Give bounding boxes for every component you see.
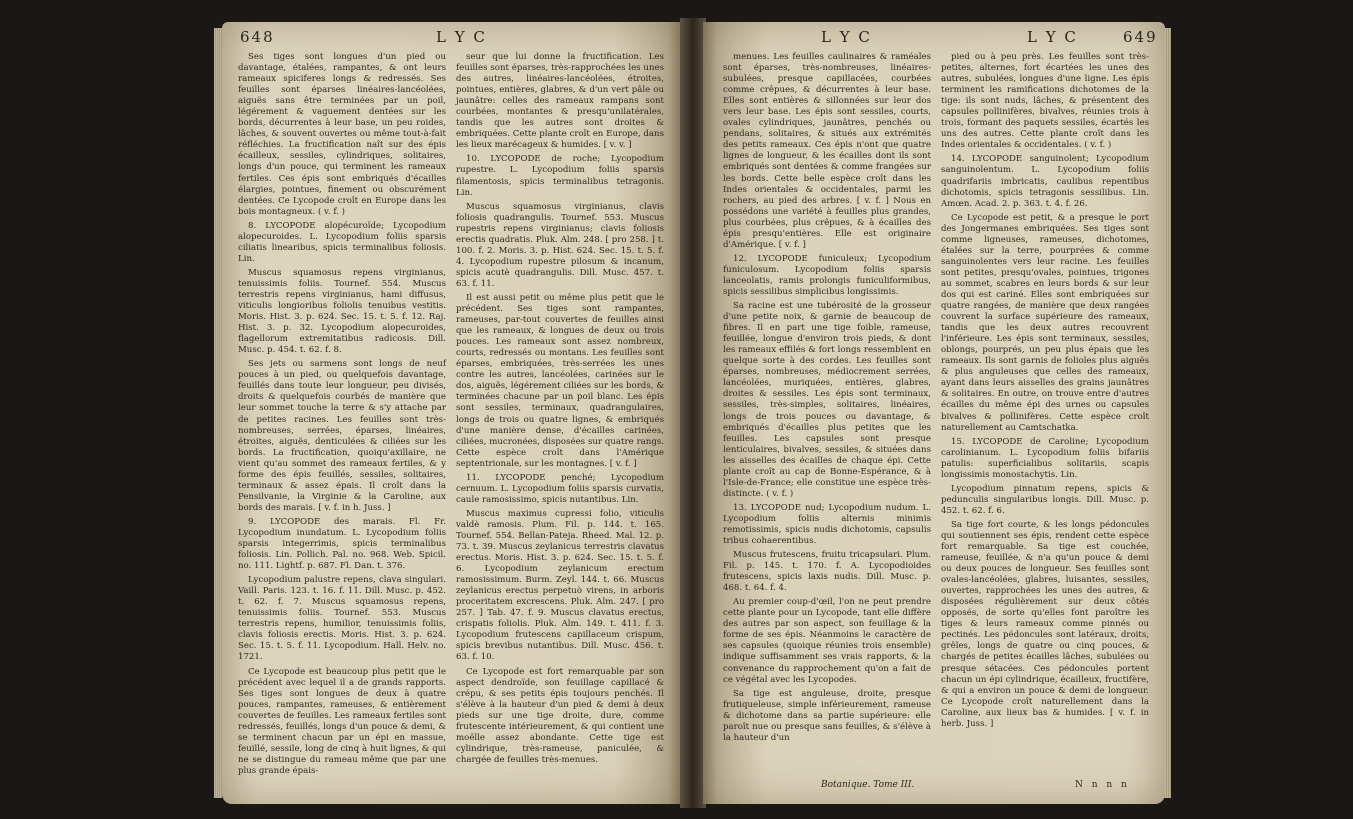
paragraph: 12. LYCOPODE funiculeux; Lycopodium funiculosum. Lycopodium foliis sparsis lanceolatis, ramis prolongis funiculiformibus, spicis sessilibus simplicibus longissimis.	[723, 253, 931, 297]
running-head-right-2: L Y C	[1027, 28, 1078, 46]
page-edge-left	[214, 28, 222, 798]
paragraph: Ses tiges sont longues d'un pied ou davantage, étalées, rampantes, & ont leurs rameaux spiciferes longs & redressés. Ses feuilles sont éparses linéaires-lancéolées, aiguës sans être terminées par un poil, légérement & vaguement dentées sur les bords, décurrentes à leur base, un peu roides, lâches, & souvent ouvertes ou même tout-à-fait réfléchies. La fructification naît sur des épis écailleux, sessiles, cylindriques, solitaires, longs d'un pouce, qui terminent les rameaux fertiles. Ces épis sont embriqués d'écailles élargies, pointues, finement ou obscurément dentées. Ce Lycopode croît en Europe dans les bois montagneux. ( v. f. )	[238, 52, 446, 217]
paragraph: menues. Les feuilles caulinaires & raméales sont éparses, très-nombreuses, linéaires-subulées, presque capillacées, courbées comme crêpues, & décurrentes à leur base. Elles sont entières & sillonnées sur leur dos vers leur base. Les épis sont sessiles, courts, ovales cylindriques, jaunâtres, penchés ou pendans, solitaires, & situés aux extrémités des petits rameaux. Ces épis n'ont que quatre lignes de longueur, & les écailles dont ils sont embriqués sont dentées & comme frangées sur les bords. Cette belle espèce croît dans les Indes orientales & occidentales, parmi les rochers, au pied des arbres. [ v. f. ] Nous en possédons une variété à feuilles plus grandes, plus courbées, plus crêpues, & à écailles des épis presqu'entières. Elle est originaire d'Amérique. [ v. f. ]	[723, 52, 931, 250]
paragraph: 15. LYCOPODE de Caroline; Lycopodium carolinianum. L. Lycopodium foliis bifariis patulis: superficialibus solitariis, scapis longissimis monostachytis. Lin.	[941, 436, 1149, 480]
running-head-left: L Y C	[436, 28, 487, 46]
footer-volume: Botanique. Tome III.	[821, 780, 915, 790]
right-column-1	[723, 52, 931, 747]
paragraph: 9. LYCOPODE des marais. Fl. Fr. Lycopodium inundatum. L. Lycopodium foliis sparsis integerrimis, spicis terminalibus foliosis. Lin. Pollich. Pal. no. 968. Web. Spicil. no. 111. Lightf. p. 687. Fl. Dan. t. 376.	[238, 516, 446, 572]
paragraph: Ce Lycopode est petit, & a presque le port des Jongermanes embriquées. Ses tiges sont comme ligneuses, rameuses, dichotomes, étalées sur la terre, pourprées & comme sanguinolentes vers leur racine. Les feuilles sont petites, presqu'ovales, pointues, trigones au sommet, scabres en leurs bords & sur leur dos qui est cariné. Elles sont embriquées sur quatre rangées, de manière que deux rangées couvrent la surface supérieure des rameaux, tandis que les deux autres recouvrent l'inférieure. Les épis sont terminaux, sessiles, oblongs, pourprés, un peu plus épais que les rameaux. Ils sont garnis de folioles plus aiguës & plus anguleuses que celles des rameaux, ayant dans leurs aisselles des grains jaunâtres & solitaires. En outre, on trouve entre d'autres écailles du même épi des urnes ou capsules bivalves & pollinifères. Cette espèce croît naturellement au Camtschatka.	[941, 212, 1149, 433]
paragraph: 11. LYCOPODE penché; Lycopodium cernuum. L. Lycopodium foliis sparsis curvatis, caule ramosissimo, spicis nutantibus. Lin.	[456, 472, 664, 505]
paragraph: Sa tige est anguleuse, droite, presque frutiqueleuse, simple inférieurement, rameuse & dichotome dans sa partie supérieure: elle paroît nue ou presque sans feuilles, & s'élève à la hauteur d'un	[723, 688, 931, 743]
signature-mark: N n n n	[1075, 780, 1130, 790]
right-column-2	[941, 52, 1149, 733]
paragraph: Sa tige fort courte, & les longs pédoncules qui soutiennent ses épis, rendent cette espèce fort remarquable. Sa tige est couchée, rameuse, feuillée, & n'a qu'un pouce & demi ou deux pouces de longueur. Ses feuilles sont ovales-lancéolées, glabres, luisantes, sessiles, ouvertes, rapprochées les unes des autres, & disposées régulièrement sur deux côtés opposés, de sorte qu'elles font paroître les tiges & leurs rameaux comme pinnés ou pectinés. Les pédoncules sont latéraux, droits, grêles, longs de quatre ou cinq pouces, & chargés de petites écailles lâches, subulées ou presque sétacées. Ces pédoncules portent chacun un épi cylindrique, écailleux, fructifère, & qui a environ un pouce & demi de longueur. Ce Lycopode croît naturellement dans la Caroline, aux lieux bas & humides. [ v. f. in herb. Juss. ]	[941, 519, 1149, 729]
page-number-left: 648	[240, 28, 275, 46]
paragraph: Muscus squamosus repens virginianus, tenuissimis foliis. Tournef. 554. Muscus terrestris repens virginianus, hami diffusus, viticulis longioribus foliolis tenuibus vestitis. Moris. Hist. 3. p. 624. Sec. 15. t. 5. f. 12. Raj. Hist. 3. p. 32. Lycopodium alopecuroides, flagellorum extremitatibus radicosis. Dill. Musc. p. 454. t. 62. f. 8.	[238, 267, 446, 356]
paragraph: Sa racine est une tubérosité de la grosseur d'une petite noix, & garnie de beaucoup de fibres. Il en part une tige foible, rameuse, feuillée, longue d'environ trois pieds, & dont les rameaux effilés & fort longs ressemblent en quelque sorte à des cordes. Les feuilles sont éparses, nombreuses, médiocrement serrées, lancéolées, muriquées, entières, glabres, droites & sessiles. Les épis sont terminaux, sessiles, très-simples, solitaires, linéaires, longs de trois pouces ou davantage, & embriqués d'écailles plus petites que les feuilles. Les capsules sont presque lenticulaires, bivalves, sessiles, & situées dans les aisselles des écailles de chaque épi. Cette plante croît au cap de Bonne-Espérance, & à l'Isle-de-France; elle constitue une espèce très-distincte. ( v. f. )	[723, 301, 931, 499]
paragraph: Ce Lycopode est fort remarquable par son aspect dendroïde, son feuillage capillacé & crépu, & ses petits épis toujours penchés. Il s'élève à la hauteur d'un pied & demi à deux pieds sur une tige droite, dure, comme frutescente intérieurement, & qui contient une moëlle assez abondante. Cette tige est cylindrique, très-rameuse, paniculée, & chargée de feuilles très-menues.	[456, 666, 664, 765]
paragraph: Ce Lycopode est beaucoup plus petit que le précédent avec lequel il a de grands rapports. Ses tiges sont longues de deux à quatre pouces, rampantes, rameuses, & entièrement couvertes de feuilles. Les rameaux fertiles sont redressés, feuillés, longs d'un pouce & demi, & se terminent chacun par un épi en massue, feuillé, sessile, long de cinq à huit lignes, & qui ne se distingue du rameau même que par une plus grande épais-	[238, 666, 446, 776]
right-page	[703, 22, 1165, 804]
page-number-right: 649	[1123, 28, 1158, 46]
left-column-1	[238, 52, 446, 780]
left-page	[222, 22, 682, 804]
paragraph: 8. LYCOPODE alopécuroïde; Lycopodium alopecuroides. L. Lycopodium foliis sparsis ciliatis linearibus, spicis terminalibus foliosis. Lin.	[238, 220, 446, 264]
paragraph: 14. LYCOPODE sanguinolent; Lycopodium sanguinolentum. L. Lycopodium foliis quadrifariis imbricatis, caulibus repentibus dichotomis, spicis tetragonis sessilibus. Lin. Amœn. Acad. 2. p. 363. t. 4. f. 26.	[941, 154, 1149, 209]
paragraph: 13. LYCOPODE nud; Lycopodium nudum. L. Lycopodium foliis alternis minimis remotissimis, spicis nudis dichotomis, capsulis tribus cohaerentibus.	[723, 502, 931, 547]
paragraph: Ses jets ou sarmens sont longs de neuf pouces à un pied, ou quelquefois davantage, feuillés dans toute leur longueur, peu divisés, droits & quelquefois courbés de manière que leur sommet touche la terre & s'y attache par de petites racines. Les feuilles sont très-nombreuses, serrées, éparses, linéaires, étroites, aiguës, denticulées & ciliées sur les bords. La fructification, quoiqu'axillaire, ne vient qu'au sommet des rameaux fertiles, & y forme des épis feuillés, sessiles, solitaires, terminaux & assez épais. Il croît dans la Pensilvanie, la Virginie & la Caroline, aux bords des marais. [ v. f. in h. Juss. ]	[238, 359, 446, 513]
paragraph: Muscus squamosus virginianus, clavis foliosis quadrangulis. Tournef. 553. Muscus rupestris repens virginianus; clavis foliosis erectis quadratis. Pluk. Alm. 248. [ pro 258. ] t. 100. f. 2. Moris. 3. p. Hist. 624. Sec. 15. t. 5. f. 4. Lycopodium rupestre pilosum & incanum, spicis acutè quadrangulis. Dill. Musc. 457. t. 63. f. 11.	[456, 201, 664, 289]
paragraph: Muscus maximus cupressi folio, viticulis valdè ramosis. Plum. Fil. p. 144. t. 165. Tournef. 554. Bellan-Pateja. Rheed. Mal. 12. p. 73. t. 39. Muscus zeylanicus terrestris clavatus erectus. Moris. Hist. 3. p. 624. Sec. 15. t. 5. f. 6. Lycopodium zeylanicum erectum ramosissimum. Burm. Zeyl. 144. t. 66. Muscus zeylanicus erectus perpetuò virens, in arboris proceritatem excrescens. Pluk. Alm. 247. [ pro 257. ] Tab. 47. f. 9. Muscus clavatus erectus, crispatis foliolis. Pluk. Alm. 149. t. 411. f. 3. Lycopodium frutescens capillaceum crispum, spicis brevibus nutantibus. Dill. Musc. 456. t. 63. f. 10.	[456, 508, 664, 663]
paragraph: seur que lui donne la fructification. Les feuilles sont éparses, très-rapprochées les unes des autres, linéaires-lancéolées, étroites, pointues, entières, glabres, & d'un vert pâle ou jaunâtre: celles des rameaux rampans sont courbées, montantes & presqu'unilatérales, tandis que les autres sont droites & embriquées. Cette plante croît en Europe, dans les lieux marécageux & humides. [ v. v. ]	[456, 52, 664, 151]
paragraph: Lycopodium pinnatum repens, spicis & pedunculis singularibus longis. Dill. Musc. p. 452. t. 62. f. 6.	[941, 483, 1149, 516]
paragraph: 10. LYCOPODE de roche; Lycopodium rupestre. L. Lycopodium foliis sparsis filamentosis, spicis terminalibus tetragonis. Lin.	[456, 154, 664, 198]
paragraph: Il est aussi petit ou même plus petit que le précédent. Ses tiges sont rampantes, rameuses, par-tout couvertes de feuilles ainsi que les rameaux, & longues de deux ou trois pouces. Les rameaux sont assez nombreux, courts, redressés ou montans. Les feuilles sont éparses, embriquées, très-serrées les unes contre les autres, lancéolées, carinées sur le dos, aiguës, légérement ciliées sur les bords, & terminées chacune par un poil blanc. Les épis sont sessiles, terminaux, quadrangulaires, longs de trois ou quatre lignes, & embriqués d'une manière dense, d'écailles carinées, ciliées, mucronées, disposées sur quatre rangs. Cette espèce croît dans l'Amérique septentrionale, sur les montagnes. [ v. f. ]	[456, 292, 664, 469]
running-head-right: L Y C	[821, 28, 872, 46]
paragraph: Lycopodium palustre repens, clava singulari. Vaill. Paris. 123. t. 16. f. 11. Dill. Musc. p. 452. t. 62. f. 7. Muscus squamosus repens, tenuissimis foliis. Tournef. 553. Muscus terrestris repens, humilior, tenuissimis foliis, clavis foliosis erectis. Moris. Hist. 3. p. 624. Sec. 15. t. 5. f. 11. Lycopodium. Hall. Helv. no. 1721.	[238, 575, 446, 663]
left-column-2	[456, 52, 664, 769]
paragraph: Au premier coup-d'œil, l'on ne peut prendre cette plante pour un Lycopode, tant elle diffère des autres par son aspect, son feuillage & la forme de ses épis. Néanmoins le caractère de ses capsules (quoique réunies trois ensemble) indique suffisamment ses vrais rapports, & la convenance du rapprochement qu'on a fait de ce végétal avec les Lycopodes.	[723, 597, 931, 685]
paragraph: Muscus frutescens, fruitu tricapsulari. Plum. Fil. p. 145. t. 170. f. A. Lycopodioides frutescens, spicis laxis nudis. Dill. Musc. p. 468. t. 64. f. 4.	[723, 550, 931, 594]
paragraph: pied ou à peu près. Les feuilles sont très-petites, alternes, fort écartées les unes des autres, subulées, longues d'une ligne. Les épis terminent les ramifications dichotomes de la tige: ils sont nuds, lâches, & présentent des capsules pollinifères, bivalves, réunies trois à trois, formant des paquets sessiles, écartés les uns des autres. Cette plante croît dans les Indes orientales & occidentales. ( v. f. )	[941, 52, 1149, 151]
